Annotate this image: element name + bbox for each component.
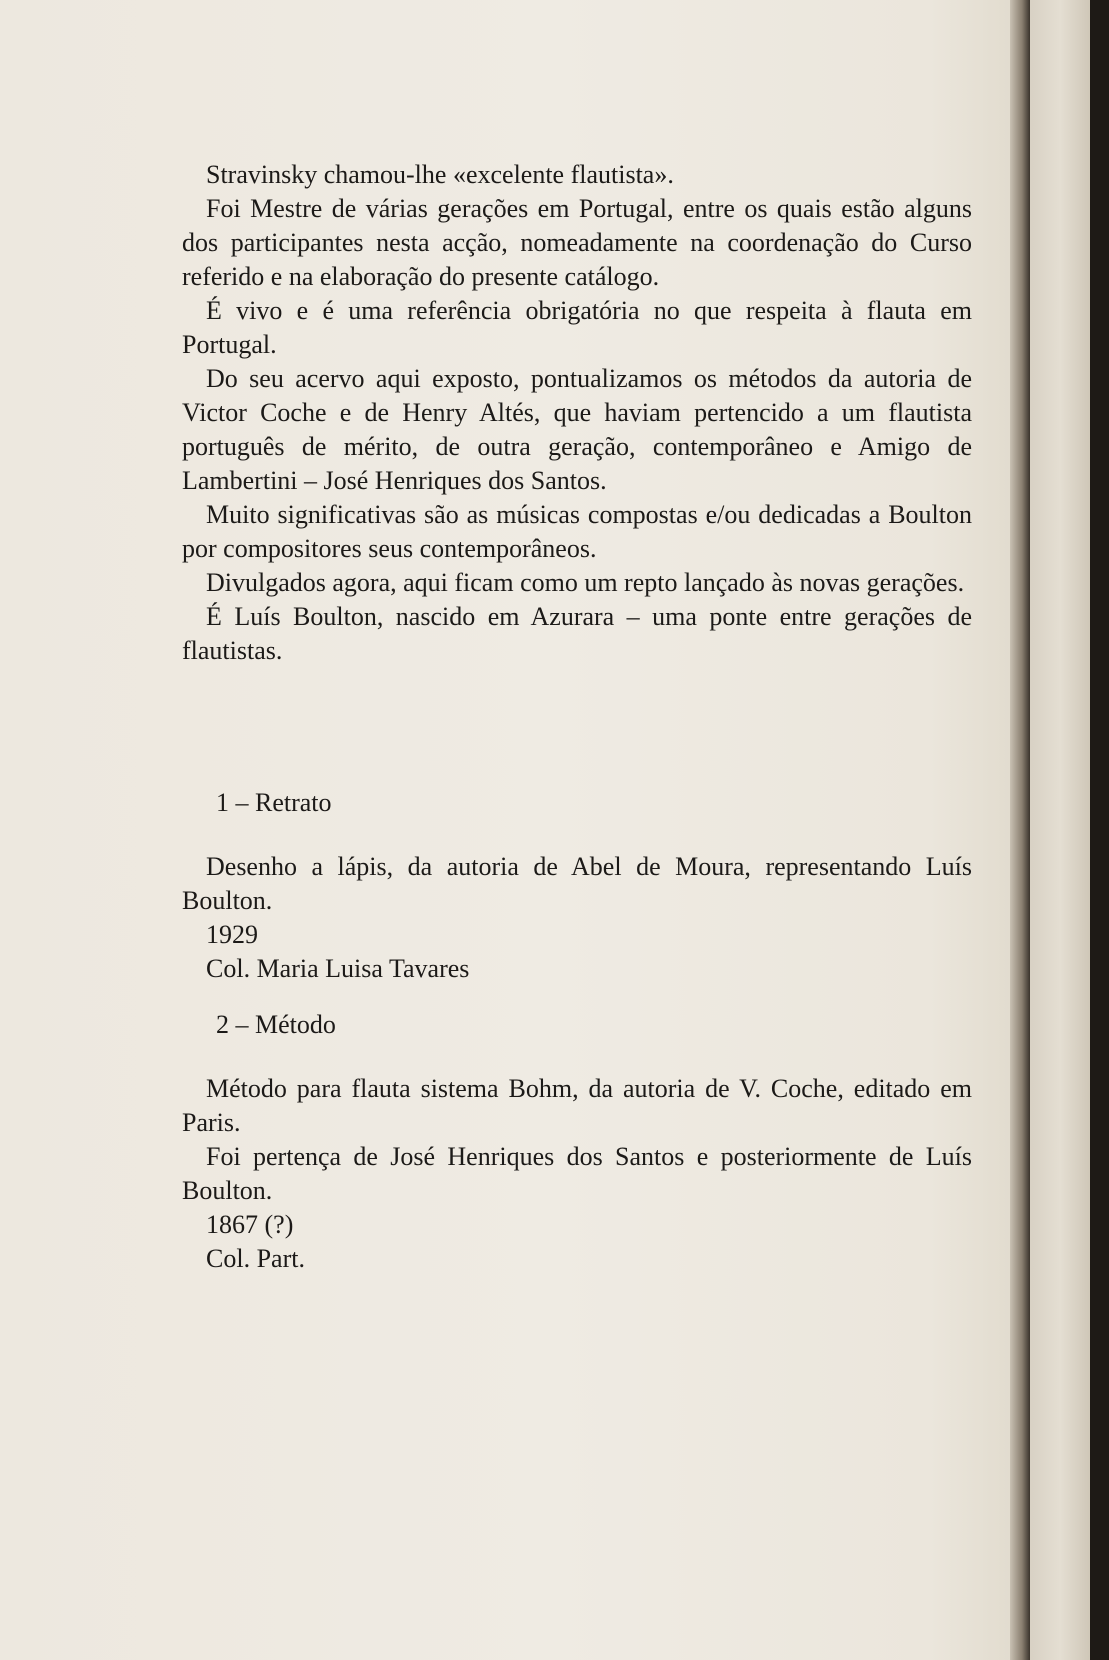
page-gutter [1010,0,1030,1660]
paragraph: Foi Mestre de várias gerações em Portugal, entre os quais estão alguns dos participantes nesta acção, nomeadamente na coordenação do Curso referido e na elaboração do presente catálogo. [182,194,972,291]
item-date: 1929 [206,920,258,949]
item-description: Método para flauta sistema Bohm, da autoria de V. Coche, editado em Paris. [182,1074,972,1137]
catalog-item [182,786,972,986]
item-collection: Col. Part. [206,1244,305,1273]
item-note: Foi pertença de José Henriques dos Santos e posteriormente de Luís Boulton. [182,1142,972,1205]
item-date: 1867 (?) [206,1210,294,1239]
paragraph: Muito significativas são as músicas compostas e/ou dedicadas a Boulton por compositores seus contemporâneos. [182,500,972,563]
scan-edge [1090,0,1109,1660]
item-heading: 2 – Método [216,1010,336,1039]
paragraph: É Luís Boulton, nascido em Azurara – uma ponte entre gerações de flautistas. [182,602,972,665]
paragraph: Stravinsky chamou-lhe «excelente flautista». [206,160,674,189]
item-description: Desenho a lápis, da autoria de Abel de Moura, representando Luís Boulton. [182,852,972,915]
paragraph: Do seu acervo aqui exposto, pontualizamos os métodos da autoria de Victor Coche e de Henry Altés, que haviam pertencido a um flautista português de mérito, de outra geração, contemporâneo e Amigo de Lambertini – José Henriques dos Santos. [182,364,972,495]
item-collection: Col. Maria Luisa Tavares [206,954,470,983]
catalog-item [182,1008,972,1276]
page-text [182,158,972,1276]
paragraph: Divulgados agora, aqui ficam como um repto lançado às novas gerações. [206,568,965,597]
paragraph: É vivo e é uma referência obrigatória no que respeita à flauta em Portugal. [182,296,972,359]
next-page-edge [1030,0,1090,1660]
item-heading: 1 – Retrato [216,788,332,817]
